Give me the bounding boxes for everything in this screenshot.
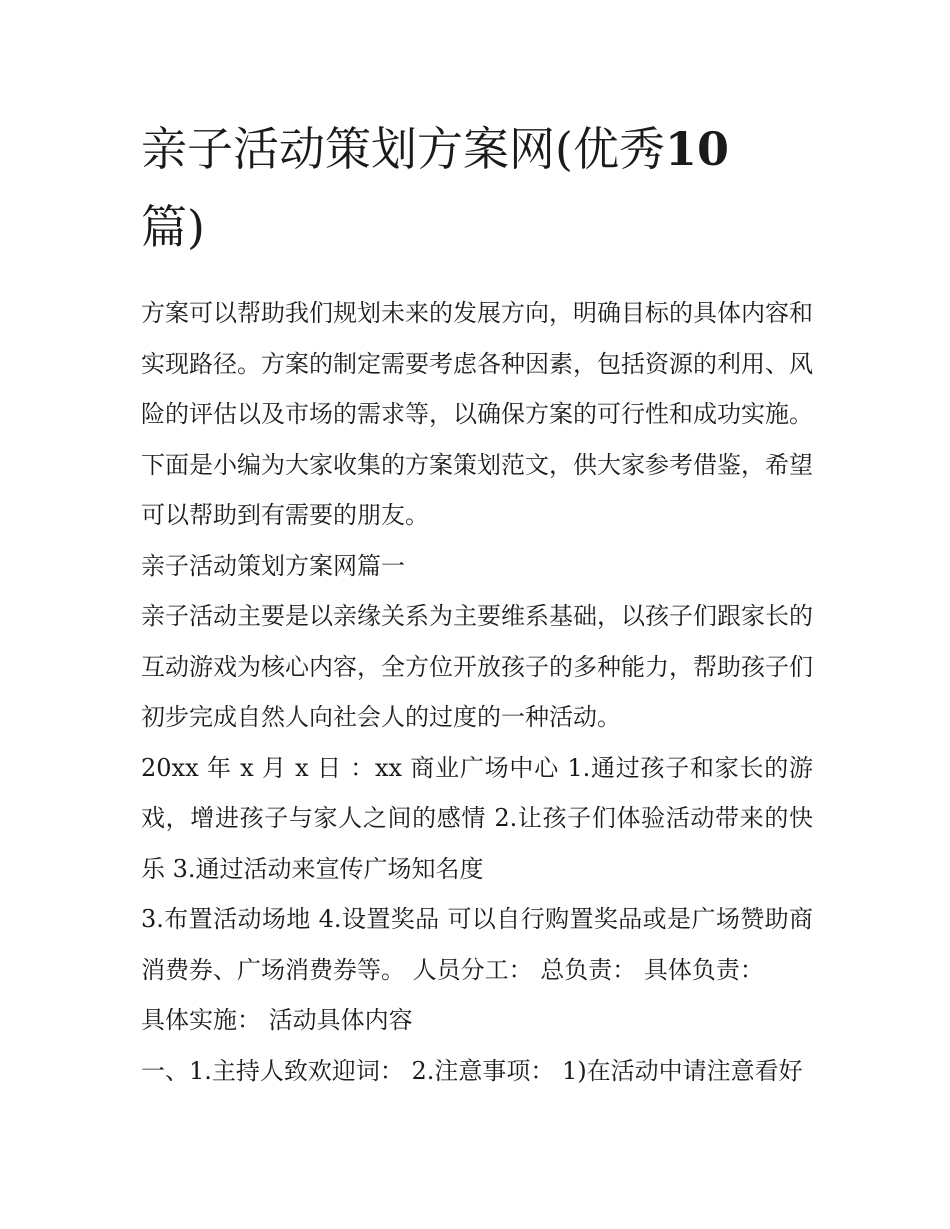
body-paragraph: 20xx 年 x 月 x 日 ：xx 商业广场中心 1.通过孩子和家长的游戏，增进孩子与家人之间的感情 2.让孩子们体验活动带来的快乐 3.通过活动来宣传广场知名度	[141, 753, 813, 883]
section-heading: 亲子活动策划方案网篇一	[141, 551, 405, 580]
body-paragraph: 3.布置活动场地 4.设置奖品 可以自行购置奖品或是广场赞助商消费券、广场消费券等。 人员分工： 总负责： 具体负责：	[141, 905, 813, 984]
title-number: 10	[664, 122, 729, 176]
document-title	[141, 110, 813, 266]
body-paragraph: 亲子活动主要是以亲缘关系为主要维系基础，以孩子们跟家长的互动游戏为核心内容，全方位开放孩子的多种能力，帮助孩子们初步完成自然人向社会人的过度的一种活动。	[141, 602, 813, 731]
title-text-line2: 篇)	[141, 200, 205, 254]
body-paragraph: 一、1.主持人致欢迎词： 2.注意事项： 1)在活动中请注意看好	[141, 1056, 803, 1085]
title-text: 亲子活动策划方案网(优秀	[141, 122, 665, 176]
document-body	[141, 288, 813, 1096]
body-paragraph: 具体实施： 活动具体内容	[141, 1006, 413, 1034]
intro-paragraph: 方案可以帮助我们规划未来的发展方向，明确目标的具体内容和实现路径。方案的制定需要考虑各种因素，包括资源的利用、风险的评估以及市场的需求等，以确保方案的可行性和成功实施。下面是小编为大家收集的方案策划范文，供大家参考借鉴，希望可以帮助到有需要的朋友。	[141, 299, 813, 529]
document-page	[141, 110, 813, 1096]
